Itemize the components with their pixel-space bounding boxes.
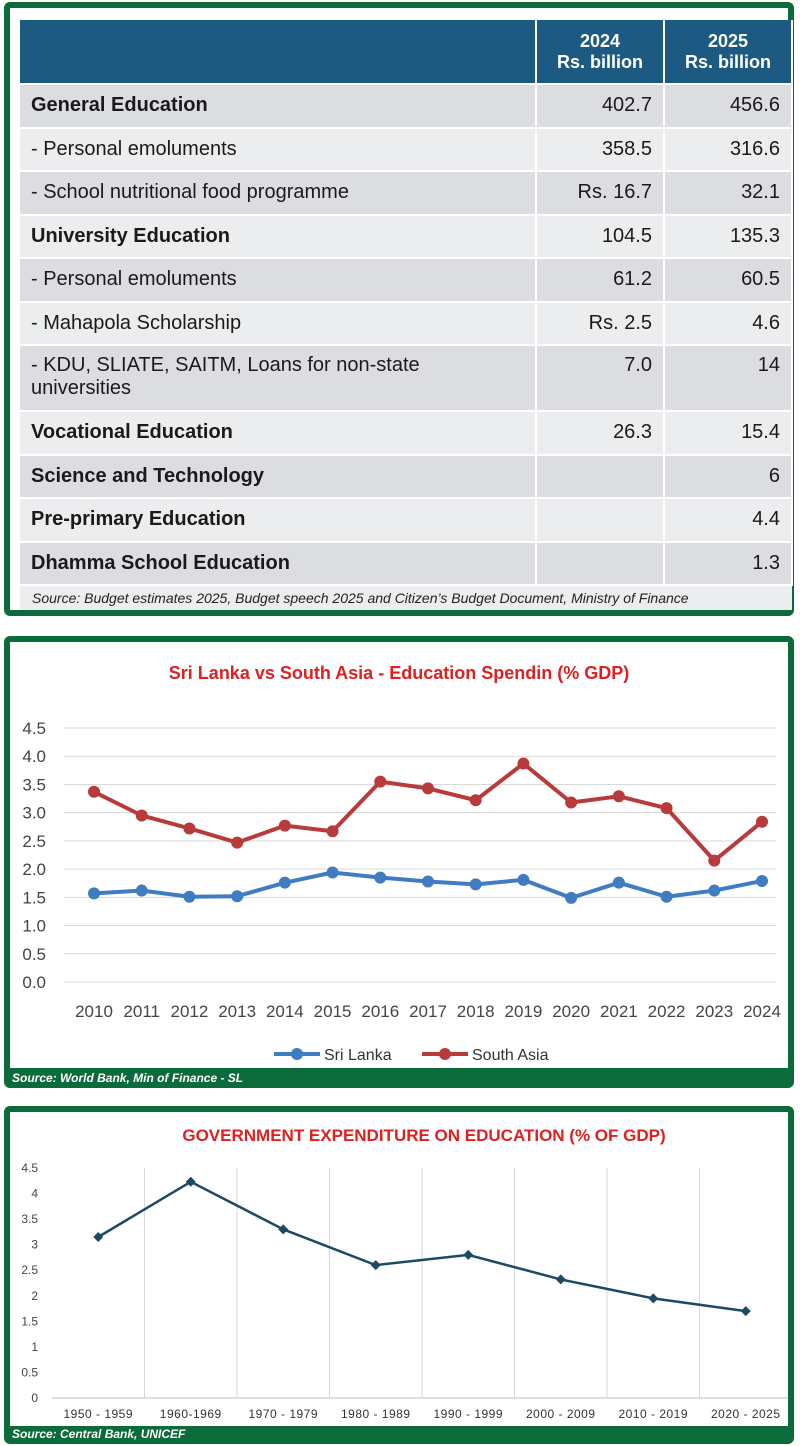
budget-table [20,20,793,586]
value-2024: 26.3 [536,411,664,455]
x-tick-label: 2012 [170,1002,209,1021]
data-point [517,758,529,770]
value-2025: 456.6 [664,84,792,128]
data-point [565,797,577,809]
row-label: - Personal emoluments [20,128,536,172]
x-tick-label: 2010 - 2019 [618,1407,689,1421]
chart2-source-note: Source: World Bank, Min of Finance - SL [12,1071,244,1085]
x-tick-label: 2013 [218,1002,257,1021]
x-tick-label: 2000 - 2009 [525,1407,596,1421]
x-tick-label: 2016 [361,1002,400,1021]
table-row [20,498,792,542]
row-label: - Personal emoluments [20,258,536,302]
data-point [565,892,577,904]
value-2024 [536,455,664,499]
x-tick-label: 2023 [695,1002,734,1021]
x-tick-label: 2022 [647,1002,686,1021]
x-tick-label: 2010 [75,1002,113,1021]
x-tick-label: 1980 - 1989 [340,1407,411,1421]
y-tick-label: 1.0 [22,916,46,936]
government-expenditure-chart [10,1112,788,1426]
data-point [279,820,291,832]
data-point [556,1274,566,1284]
y-tick-label: 1.5 [22,888,46,908]
series-line-south-asia [94,764,762,861]
data-point [231,837,243,849]
value-2024: 7.0 [536,345,664,411]
x-tick-label: 2020 - 2025 [710,1407,781,1421]
chart-title: GOVERNMENT EXPENDITURE ON EDUCATION (% OF GDP) [182,1126,666,1145]
y-tick-label: 3.5 [22,775,46,795]
x-tick-label: 2011 [123,1002,160,1021]
x-tick-label: 1970 - 1979 [248,1407,319,1421]
data-point [613,790,625,802]
y-tick-label: 0.5 [21,1365,38,1380]
data-point [422,876,434,888]
x-tick-label: 2019 [504,1002,543,1021]
row-label: - School nutritional food programme [20,171,536,215]
y-tick-label: 2.0 [22,860,46,880]
y-tick-label: 2.5 [22,831,46,851]
x-tick-label: 2017 [409,1002,447,1021]
data-point [661,802,673,814]
value-2025: 316.6 [664,128,792,172]
y-tick-label: 4.0 [22,747,46,767]
y-tick-label: 2 [31,1288,38,1303]
value-2024: 104.5 [536,215,664,259]
x-tick-label: 1960-1969 [159,1407,222,1421]
legend-label: Sri Lanka [324,1047,392,1064]
table-row [20,84,792,128]
y-tick-label: 1.5 [21,1314,38,1329]
data-point [470,794,482,806]
value-2025: 135.3 [664,215,792,259]
header-2024: 2024 Rs. billion [536,20,664,84]
y-tick-label: 3 [31,1237,38,1252]
data-point [374,872,386,884]
value-2025: 14 [664,345,792,411]
value-2025: 1.3 [664,542,792,586]
data-point [371,1260,381,1270]
row-label: Science and Technology [20,455,536,499]
x-tick-label: 2024 [743,1002,781,1021]
table-row [20,345,792,411]
table-row [20,215,792,259]
value-2024 [536,498,664,542]
value-2024: 402.7 [536,84,664,128]
y-tick-label: 0 [31,1391,38,1405]
table-row [20,258,792,302]
row-label: - KDU, SLIATE, SAITM, Loans for non-state universities [20,345,536,411]
data-point [279,877,291,889]
data-point [756,816,768,828]
data-point [470,878,482,890]
y-tick-label: 0.0 [22,973,46,992]
value-2025: 60.5 [664,258,792,302]
legend-marker [439,1048,451,1060]
data-point [422,782,434,794]
table-row [20,171,792,215]
value-2024: 61.2 [536,258,664,302]
budget-table-panel [4,2,794,616]
y-tick-label: 2.5 [21,1263,38,1278]
y-tick-label: 3.0 [22,803,46,823]
data-point [756,875,768,887]
x-tick-label: 2018 [456,1002,495,1021]
table-header-row [20,20,792,84]
x-tick-label: 2021 [599,1002,638,1021]
table-body [20,84,792,585]
data-point [136,885,148,897]
header-2025: 2025 Rs. billion [664,20,792,84]
x-tick-label: 1990 - 1999 [433,1407,504,1421]
y-tick-label: 3.5 [21,1212,38,1227]
x-tick-label: 2020 [552,1002,591,1021]
table-row [20,411,792,455]
value-2025: 32.1 [664,171,792,215]
y-tick-label: 4.5 [22,719,46,738]
data-point [661,891,673,903]
sri-lanka-vs-south-asia-chart [10,642,788,1068]
x-tick-label: 2015 [313,1002,352,1021]
data-point [327,866,339,878]
table-row [20,542,792,586]
value-2025: 4.6 [664,302,792,346]
row-label: Dhamma School Education [20,542,536,586]
row-label: General Education [20,84,536,128]
value-2024: 358.5 [536,128,664,172]
value-2024 [536,542,664,586]
row-label: Vocational Education [20,411,536,455]
data-point [613,877,625,889]
data-point [136,809,148,821]
data-point [374,776,386,788]
value-2025: 15.4 [664,411,792,455]
value-2025: 6 [664,455,792,499]
data-point [741,1306,751,1316]
table-row [20,128,792,172]
x-tick-label: 2014 [265,1002,304,1021]
data-point [327,825,339,837]
header-category [20,20,536,84]
y-tick-label: 0.5 [22,944,46,964]
y-tick-label: 1 [31,1339,38,1354]
legend-marker [291,1048,303,1060]
chart3-source-note: Source: Central Bank, UNICEF [12,1427,186,1441]
row-label: Pre-primary Education [20,498,536,542]
government-expenditure-chart-panel [4,1106,794,1444]
sri-lanka-vs-south-asia-chart-panel [4,636,794,1088]
data-point [648,1293,658,1303]
value-2025: 4.4 [664,498,792,542]
data-point [183,822,195,834]
data-point [708,885,720,897]
data-point [88,786,100,798]
y-tick-label: 4.5 [21,1161,38,1175]
x-tick-label: 1950 - 1959 [63,1407,134,1421]
y-tick-label: 4 [31,1186,38,1201]
table-row [20,455,792,499]
data-point [183,891,195,903]
value-2024: Rs. 16.7 [536,171,664,215]
value-2024: Rs. 2.5 [536,302,664,346]
table-row [20,302,792,346]
chart-title: Sri Lanka vs South Asia - Education Spendin (% GDP) [168,663,630,683]
data-point [708,855,720,867]
data-point [517,874,529,886]
table-source-note: Source: Budget estimates 2025, Budget speech 2025 and Citizen’s Budget Document, Ministry of Finance [20,586,792,610]
data-point [278,1224,288,1234]
data-point [88,887,100,899]
legend-label: South Asia [472,1047,549,1064]
data-point [231,890,243,902]
row-label: University Education [20,215,536,259]
data-point [463,1250,473,1260]
row-label: - Mahapola Scholarship [20,302,536,346]
